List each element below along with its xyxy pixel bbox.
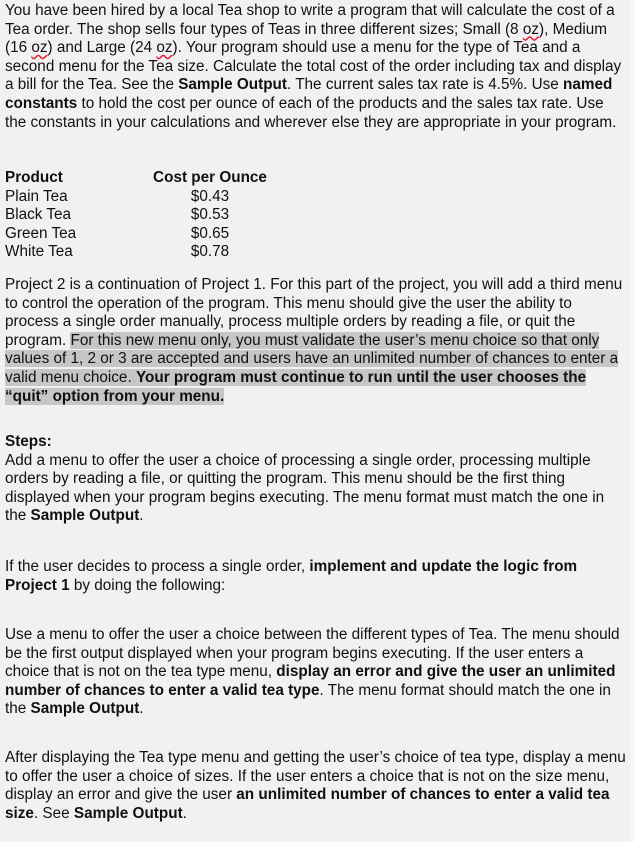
price-table bbox=[5, 169, 626, 262]
product-name: Black Tea bbox=[5, 206, 72, 224]
oz-spelling-flag: oz bbox=[522, 20, 539, 38]
product-name: Plain Tea bbox=[5, 187, 68, 205]
table-row bbox=[5, 206, 275, 225]
product-cost: $0.78 bbox=[190, 243, 230, 261]
steps-section: Steps: Add a menu to offer the user a choice of processing a single order, processing multiple orders by reading a file, or quitting the program. This menu should be the first thing displayed when your program begins executing. The menu format must match the one in the Sample Output. bbox=[5, 433, 605, 525]
product-cost: $0.53 bbox=[190, 206, 230, 224]
steps-heading: Steps: bbox=[5, 433, 52, 450]
table-header-row bbox=[5, 169, 275, 188]
table-row bbox=[5, 243, 275, 262]
size-menu-paragraph: After displaying the Tea type menu and getting the user’s choice of tea type, display a menu to offer the user a choice of sizes. If the user enters a choice that is not on the size menu, display an error and give the user an unlimited number of chances to enter a valid tea size. See Sample Output. bbox=[5, 749, 626, 822]
project2-paragraph: Project 2 is a continuation of Project 1. For this part of the project, you will add a third menu to control the operation of the program. This menu should give the user the ability to process a single order manually, process multiple orders by reading a file, or quit the program. For this new menu only, you must validate the user’s menu choice so that only values of 1, 2 or 3 are accepted and users have an unlimited number of chances to enter a valid menu choice. Your program must continue to run until the user chooses the “quit” option from your menu. bbox=[5, 276, 623, 405]
header-product: Product bbox=[5, 169, 63, 186]
highlighted-requirement-bold: Your program must continue to run until the user chooses the “quit” option from your menu. bbox=[5, 368, 587, 405]
tea-menu-paragraph: Use a menu to offer the user a choice between the different types of Tea. The menu should be the first output displayed when your program begins executing. If the user enters a choice that is not on the tea type menu, display an error and give the user an unlimited number of chances to enter a valid tea type. The menu format should match the one in the Sample Output. bbox=[5, 626, 620, 718]
table-row bbox=[5, 225, 275, 244]
product-name: White Tea bbox=[5, 243, 73, 261]
oz-spelling-flag: oz bbox=[31, 39, 48, 57]
table-row bbox=[5, 188, 275, 207]
single-order-paragraph: If the user decides to process a single order, implement and update the logic from Project 1 by doing the following: bbox=[5, 558, 578, 594]
product-name: Green Tea bbox=[5, 224, 77, 242]
intro-paragraph: You have been hired by a local Tea shop to write a program that will calculate the cost of a Tea order. The shop sells four types of Teas in three different sizes; Small (8 oz), Medium (16 oz) and Large (24 oz). Your program should use a menu for the type of Tea and a second menu for the Tea size. Calculate the total cost of the order including tax and display a bill for the Tea. See the Sample Output. The current sales tax rate is 4.5%. Use named constants to hold the cost per ounce of each of the products and the sales tax rate. Use the constants in your calculations and wherever else they are appropriate in your program. bbox=[5, 2, 622, 131]
header-cost: Cost per Ounce bbox=[153, 169, 267, 186]
highlighted-requirement: For this new menu only, you must validate the user’s menu choice so that only values of 1, 2 or 3 are accepted and users have an unlimited number of chances to enter a valid menu choice. bbox=[5, 331, 619, 386]
product-cost: $0.65 bbox=[190, 224, 230, 242]
product-cost: $0.43 bbox=[190, 187, 230, 205]
oz-spelling-flag: oz bbox=[156, 39, 173, 57]
